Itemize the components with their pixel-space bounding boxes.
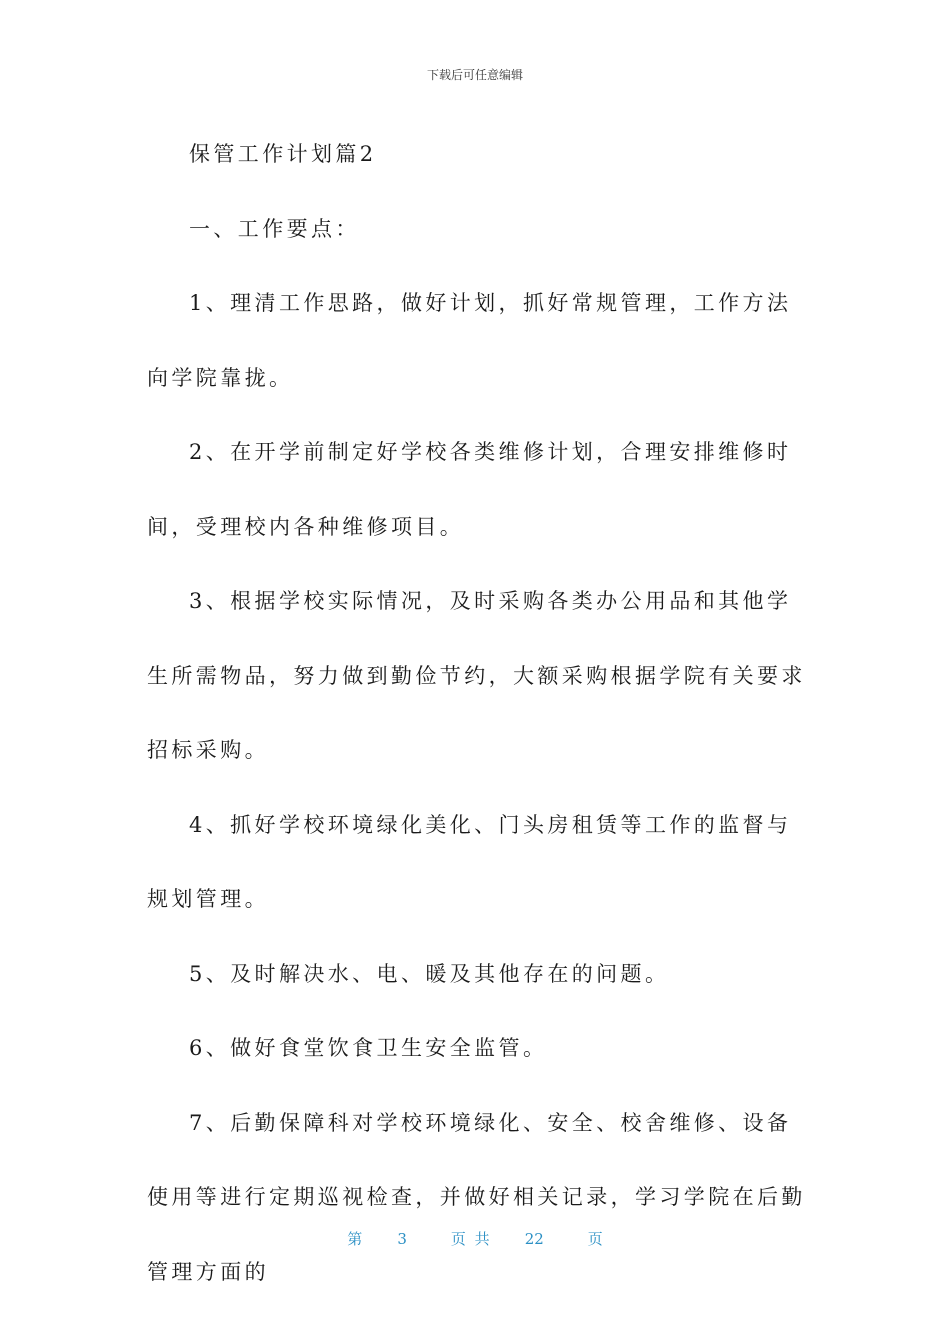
header-note: 下载后可任意编辑	[426, 68, 523, 82]
list-item: 7、后勤保障科对学校环境绿化、安全、校舍维修、设备使用等进行定期巡视检查，并做好相关记录，学习学院在后勤管理方面的	[147, 1110, 806, 1284]
total-pages-number: 22	[524, 1230, 544, 1248]
list-item: 6、做好食堂饮食卫生安全监管。	[189, 1036, 548, 1060]
list-item: 5、及时解决水、电、暖及其他存在的问题。	[189, 961, 670, 986]
list-item: 4、抓好学校环境绿化美化、门头房租赁等工作的监督与规划管理。	[147, 812, 792, 911]
page-label-prefix: 第	[347, 1230, 363, 1248]
document-body	[147, 117, 807, 1309]
section-heading: 一、工作要点：	[189, 216, 360, 241]
page-label-middle: 页 共	[450, 1230, 490, 1248]
document-title: 保管工作计划篇2	[189, 142, 377, 166]
page-label-suffix: 页	[587, 1230, 603, 1248]
list-item: 1、理清工作思路，做好计划，抓好常规管理，工作方法向学院靠拢。	[147, 291, 792, 390]
page-footer	[0, 1228, 950, 1249]
list-item: 3、根据学校实际情况，及时采购各类办公用品和其他学生所需物品，努力做到勤俭节约，大额采购根据学院有关要求招标采购。	[147, 589, 806, 762]
list-item: 2、在开学前制定好学校各类维修计划，合理安排维修时间，受理校内各种维修项目。	[147, 440, 792, 539]
current-page-number: 3	[397, 1230, 407, 1248]
